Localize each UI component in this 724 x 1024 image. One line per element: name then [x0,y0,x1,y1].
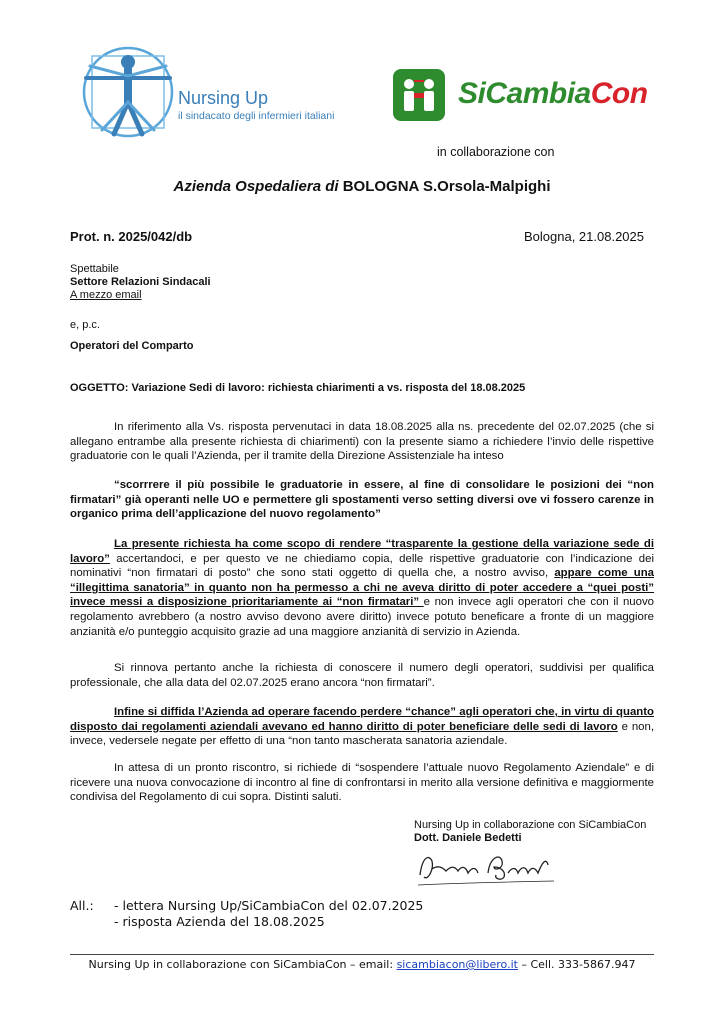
spettabile: Spettabile [70,263,119,275]
attachment-item-1: - lettera Nursing Up/SiCambiaCon del 02.07.2025 [114,898,424,913]
collab-label: in collaborazione con [437,145,555,159]
recipient-mezzo: A mezzo email [70,289,142,301]
sicambiacon-logo [392,68,682,124]
signature-line-1: Nursing Up in collaborazione con SiCambiaCon [414,819,647,831]
place-date: Bologna, 21.08.2025 [524,229,644,244]
protocol-number: Prot. n. 2025/042/db [70,229,193,244]
quoted-text: “scorrrere il più possibile le graduatorie in essere, al fine di consolidare le posizioni dei “non firmatari” già operanti nelle UO e permettere gli spostamenti verso setting diversi ove vi fossero carenze in organico prima dell’applicazione del nuovo regolamento” [70,479,654,521]
hospital-title: Azienda Ospedaliera di BOLOGNA S.Orsola-Malpighi [173,178,551,195]
sicambiacon-wordmark: SiCambiaCon [458,77,648,110]
attachment-item-2: - risposta Azienda del 18.08.2025 [114,914,325,929]
footer-email-link[interactable]: sicambiacon@libero.it [396,958,518,971]
handwritten-signature [414,845,564,890]
recipient-settore: Settore Relazioni Sindacali [70,276,211,288]
paragraph-5: Infine si diffida l’Azienda ad operare facendo perdere “chance” agli operatori che, in virtu di quanto disposto dai regolamenti aziendali avevano ed hanno diritto di poter beneficiare delle sedi di lavoro e non, invece, vedersele negate per effetto di una “non tanto mascherata sanatoria aziendale. [70,706,654,748]
nursing-up-title: Nursing Up [178,88,269,108]
attachments-label: All.: [70,898,94,913]
nursing-up-subtitle: il sindacato degli infermieri italiani [178,110,335,122]
paragraph-4: Si rinnova pertanto anche la richiesta di conoscere il numero degli operatori, suddivisi per qualifica professionale, che alla data del 02.07.2025 erano ancora “non firmatari”. [70,662,654,689]
signature-name: Dott. Daniele Bedetti [414,832,522,844]
sicambiacon-badge-icon [392,68,446,122]
nursing-up-logo [78,42,368,142]
paragraph-6: In attesa di un pronto riscontro, si richiede di “sospendere l’attuale nuovo Regolamento Aziendale” e di ricevere una nuova convocazione di incontro al fine di confrontarsi in merito alla versione definitiva e maggiormente condivisa del Regolamento di cui sopra. Distinti saluti. [70,762,654,804]
recipient-operatori: Operatori del Comparto [70,340,194,352]
subject-line: OGGETTO: Variazione Sedi di lavoro: richiesta chiarimenti a vs. risposta del 18.08.2025 [70,382,526,394]
footer-text: Nursing Up in collaborazione con SiCambiaCon – email: sicambiacon@libero.it – Cell. 333-5867.947 [88,958,636,971]
paragraph-3: La presente richiesta ha come scopo di rendere “trasparente la gestione della variazione sede di lavoro” accertandoci, e per questo ve ne chiediamo copia, delle rispettive graduatorie con l’indicazione dei nominativi “non firmatari di posto” che sono stati oggetto di quella che, a nostro avviso, appare come una “illegittima sanatoria” in quanto non ha permesso a chi ne aveva diritto di poter accedere a “quei posti” invece messi a disposizione prioritariamente ai “non firmatari” e non invece agli operatori che con il nuovo regolamento avrebbero (a nostro avviso devono avere diritto) invece potuto beneficare a fronte di un maggiore anzianità e/o punteggio acquisito grazie ad una maggiore anzianità di servizio in Azienda. [70,538,654,638]
epc: e, p.c. [70,319,100,331]
vitruvian-figure-icon [78,42,178,142]
paragraph-1: In riferimento alla Vs. risposta pervenutaci in data 18.08.2025 alla ns. precedente del 02.07.2025 (che si allegano entrambe alla presente richiesta di chiarimenti) con la presente siamo a richiedere l’invio delle rispettive graduatorie con le quali l’Azienda, per il tramite della Direzione Assistenziale ha inteso [70,421,654,463]
footer-divider [70,954,654,955]
